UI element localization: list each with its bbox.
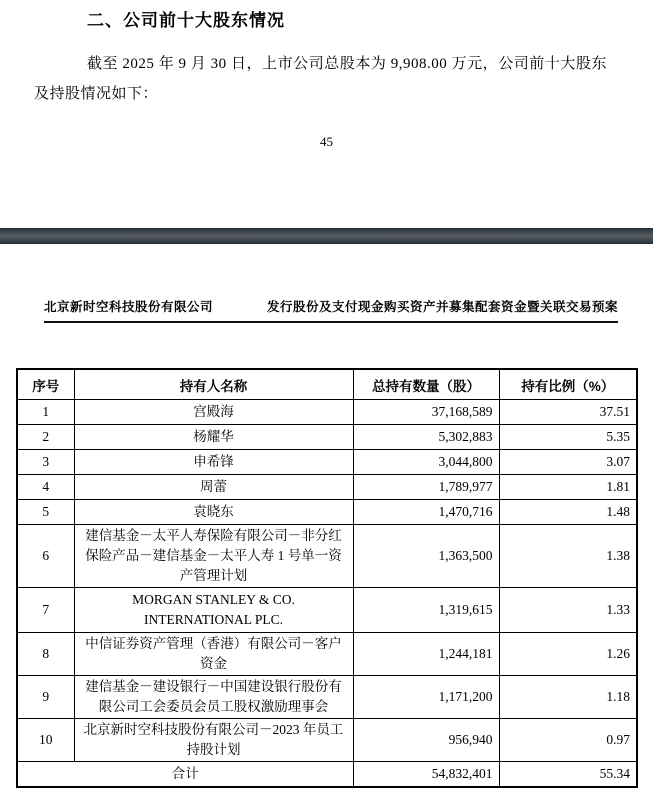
cell-no: 5 [17, 500, 74, 525]
cell-no: 1 [17, 400, 74, 425]
cell-shares: 1,363,500 [353, 525, 499, 588]
cell-name: 申希锋 [74, 450, 353, 475]
cell-pct: 1.48 [499, 500, 637, 525]
cell-shares: 5,302,883 [353, 425, 499, 450]
cell-name: 中信证券资产管理（香港）有限公司－客户资金 [74, 633, 353, 676]
column-header-shares: 总持有数量（股） [353, 369, 499, 400]
cell-name: 袁晓东 [74, 500, 353, 525]
total-shares: 54,832,401 [353, 762, 499, 787]
cell-pct: 37.51 [499, 400, 637, 425]
cell-pct: 3.07 [499, 450, 637, 475]
cell-name: 周蕾 [74, 475, 353, 500]
cell-no: 3 [17, 450, 74, 475]
running-header-doc-title: 发行股份及支付现金购买资产并募集配套资金暨关联交易预案 [266, 300, 618, 314]
running-header-company: 北京新时空科技股份有限公司 [44, 300, 214, 314]
column-header-no: 序号 [17, 369, 74, 400]
table-row [17, 676, 637, 719]
cell-no: 10 [17, 719, 74, 762]
cell-pct: 1.26 [499, 633, 637, 676]
total-pct: 55.34 [499, 762, 637, 787]
running-header [44, 297, 618, 323]
shareholders-table [16, 368, 638, 788]
table-row [17, 525, 637, 588]
cell-name: MORGAN STANLEY & CO. INTERNATIONAL PLC. [74, 588, 353, 633]
cell-pct: 1.33 [499, 588, 637, 633]
cell-shares: 1,319,615 [353, 588, 499, 633]
cell-shares: 956,940 [353, 719, 499, 762]
table-row [17, 475, 637, 500]
table-row [17, 500, 637, 525]
shareholders-table-footer [17, 762, 637, 787]
cell-name: 建信基金－太平人寿保险有限公司－非分红保险产品－建信基金－太平人寿 1 号单一资产管理计划 [74, 525, 353, 588]
table-row [17, 633, 637, 676]
column-header-pct: 持有比例（%） [499, 369, 637, 400]
cell-no: 9 [17, 676, 74, 719]
table-row [17, 450, 637, 475]
cell-no: 8 [17, 633, 74, 676]
total-row [17, 762, 637, 787]
cell-no: 4 [17, 475, 74, 500]
cell-pct: 1.38 [499, 525, 637, 588]
cell-shares: 1,789,977 [353, 475, 499, 500]
page-separator-bar [0, 228, 653, 244]
header-row [17, 369, 637, 400]
cell-shares: 3,044,800 [353, 450, 499, 475]
intro-paragraph: 截至 2025 年 9 月 30 日，上市公司总股本为 9,908.00 万元，公司前十大股东及持股情况如下： [34, 56, 607, 102]
table-row [17, 400, 637, 425]
table-row [17, 425, 637, 450]
shareholders-table-body [17, 400, 637, 762]
total-label: 合计 [17, 762, 353, 787]
shareholders-table-header [17, 369, 637, 400]
column-header-name: 持有人名称 [74, 369, 353, 400]
cell-no: 7 [17, 588, 74, 633]
cell-shares: 37,168,589 [353, 400, 499, 425]
cell-name: 北京新时空科技股份有限公司－2023 年员工持股计划 [74, 719, 353, 762]
cell-name: 建信基金－建设银行－中国建设银行股份有限公司工会委员会员工股权激励理事会 [74, 676, 353, 719]
section-heading: 二、公司前十大股东情况 [87, 11, 285, 30]
cell-shares: 1,470,716 [353, 500, 499, 525]
table-row [17, 588, 637, 633]
cell-pct: 1.18 [499, 676, 637, 719]
cell-pct: 0.97 [499, 719, 637, 762]
cell-name: 杨耀华 [74, 425, 353, 450]
cell-pct: 5.35 [499, 425, 637, 450]
cell-no: 2 [17, 425, 74, 450]
cell-no: 6 [17, 525, 74, 588]
page-number: 45 [320, 134, 333, 149]
cell-shares: 1,244,181 [353, 633, 499, 676]
table-row [17, 719, 637, 762]
cell-shares: 1,171,200 [353, 676, 499, 719]
cell-name: 宫殿海 [74, 400, 353, 425]
cell-pct: 1.81 [499, 475, 637, 500]
